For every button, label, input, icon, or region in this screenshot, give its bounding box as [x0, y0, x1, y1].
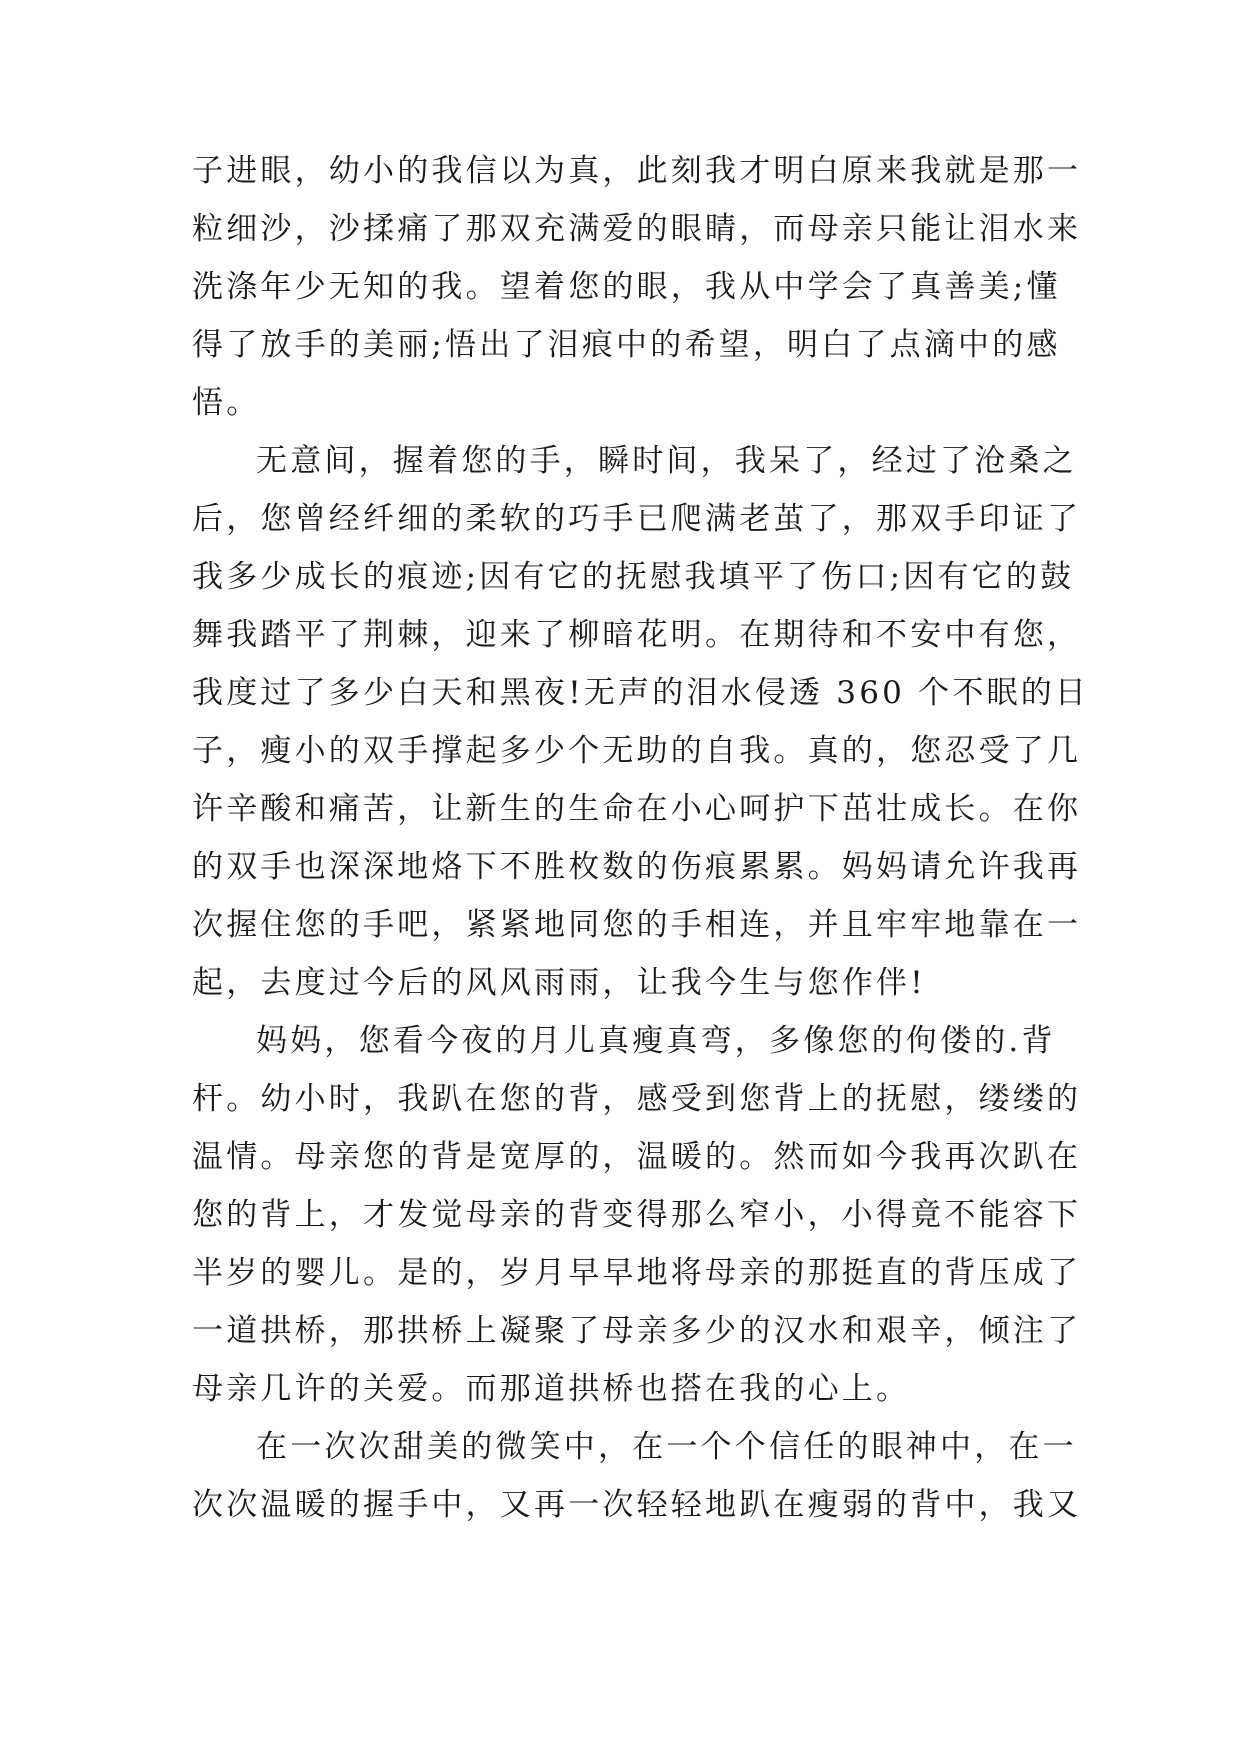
- text-line: 次握住您的手吧，紧紧地同您的手相连，并且牢牢地靠在一: [192, 907, 1082, 943]
- body-text: [192, 142, 1090, 1534]
- text-line: 许辛酸和痛苦，让新生的生命在小心呵护下茁壮成长。在你: [192, 791, 1082, 827]
- paragraph-start-line: 妈妈，您看今夜的月儿真瘦真弯，多像您的佝偻的.背: [256, 1023, 1056, 1059]
- text-line: 起，去度过今后的风风雨雨，让我今生与您作伴!: [192, 965, 926, 1001]
- text-line: 悟。: [192, 385, 261, 421]
- paragraph-start-line: 在一次次甜美的微笑中，在一个个信任的眼神中，在一: [256, 1429, 1077, 1465]
- text-line: 一道拱桥，那拱桥上凝聚了母亲多少的汉水和艰辛，倾注了: [192, 1313, 1082, 1349]
- text-line: 得了放手的美丽;悟出了泪痕中的希望，明白了点滴中的感: [192, 327, 1061, 363]
- text-line: 洗涤年少无知的我。望着您的眼，我从中学会了真善美;懂: [192, 269, 1061, 305]
- text-line: 粒细沙，沙揉痛了那双充满爱的眼睛，而母亲只能让泪水来: [192, 211, 1082, 247]
- text-line: 您的背上，才发觉母亲的背变得那么窄小，小得竟不能容下: [192, 1197, 1082, 1233]
- text-line: 温情。母亲您的背是宽厚的，温暖的。然而如今我再次趴在: [192, 1139, 1082, 1175]
- text-line: 次次温暖的握手中，又再一次轻轻地趴在瘦弱的背中，我又: [192, 1487, 1082, 1523]
- text-line: 母亲几许的关爱。而那道拱桥也搭在我的心上。: [192, 1371, 911, 1407]
- text-line: 我度过了多少白天和黑夜!无声的泪水侵透 360 个不眠的日: [192, 675, 1090, 711]
- text-line: 杆。幼小时，我趴在您的背，感受到您背上的抚慰，缕缕的: [192, 1081, 1082, 1117]
- paragraph-start-line: 无意间，握着您的手，瞬时间，我呆了，经过了沧桑之: [256, 443, 1077, 479]
- text-line: 子进眼，幼小的我信以为真，此刻我才明白原来我就是那一: [192, 153, 1082, 189]
- text-line: 我多少成长的痕迹;因有它的抚慰我填平了伤口;因有它的鼓: [192, 559, 1075, 595]
- text-line: 舞我踏平了荆棘，迎来了柳暗花明。在期待和不安中有您，: [192, 617, 1082, 653]
- text-line: 后，您曾经纤细的柔软的巧手已爬满老茧了，那双手印证了: [192, 501, 1082, 537]
- text-line: 的双手也深深地烙下不胜枚数的伤痕累累。妈妈请允许我再: [192, 849, 1082, 885]
- text-line: 半岁的婴儿。是的，岁月早早地将母亲的那挺直的背压成了: [192, 1255, 1082, 1291]
- text-line: 子，瘦小的双手撑起多少个无助的自我。真的，您忍受了几: [192, 733, 1082, 769]
